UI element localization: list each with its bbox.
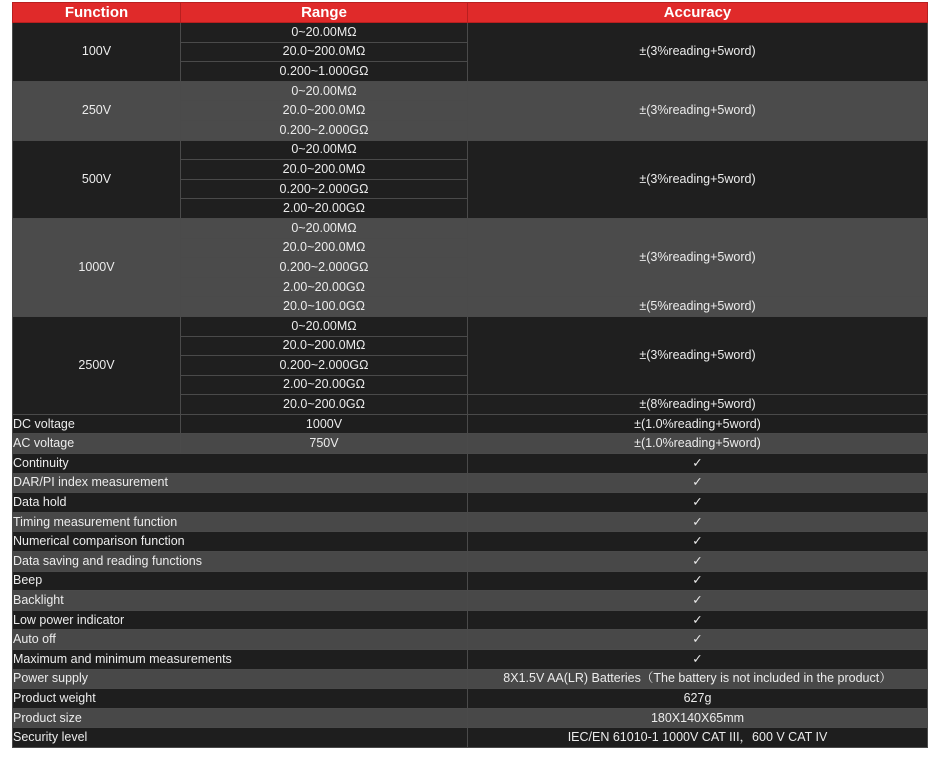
feature-value-cell: ✓	[468, 650, 928, 670]
feature-value-cell: ✓	[468, 571, 928, 591]
test-voltage-cell: 1000V	[13, 218, 181, 316]
range-cell: 0.200~2.000GΩ	[181, 258, 468, 278]
range-cell: 0~20.00MΩ	[181, 81, 468, 101]
range-cell: 20.0~100.0GΩ	[181, 297, 468, 317]
range-cell: 2.00~20.00GΩ	[181, 199, 468, 219]
range-cell: 0~20.00MΩ	[181, 316, 468, 336]
feature-name-cell: Power supply	[13, 669, 468, 689]
feature-row	[13, 591, 928, 611]
spec-table	[12, 2, 928, 748]
header-range: Range	[181, 3, 468, 23]
feature-row	[13, 571, 928, 591]
feature-row	[13, 689, 928, 709]
feature-name-cell: Beep	[13, 571, 468, 591]
test-voltage-cell: 2500V	[13, 316, 181, 414]
voltage-row	[13, 434, 928, 454]
feature-name-cell: Maximum and minimum measurements	[13, 650, 468, 670]
range-cell: 20.0~200.0MΩ	[181, 238, 468, 258]
range-cell: 2.00~20.00GΩ	[181, 277, 468, 297]
feature-value-cell: ✓	[468, 454, 928, 474]
range-cell: 0~20.00MΩ	[181, 218, 468, 238]
range-cell: 0~20.00MΩ	[181, 140, 468, 160]
feature-name-cell: Numerical comparison function	[13, 532, 468, 552]
feature-name-cell: Data hold	[13, 493, 468, 513]
accuracy-cell: ±(1.0%reading+5word)	[468, 414, 928, 434]
range-cell: 20.0~200.0MΩ	[181, 42, 468, 62]
insulation-row	[13, 81, 928, 101]
feature-name-cell: Data saving and reading functions	[13, 552, 468, 572]
feature-row	[13, 630, 928, 650]
feature-row	[13, 532, 928, 552]
feature-row	[13, 708, 928, 728]
feature-name-cell: DAR/PI index measurement	[13, 473, 468, 493]
range-cell: 0~20.00MΩ	[181, 23, 468, 43]
range-cell: 20.0~200.0MΩ	[181, 160, 468, 180]
feature-value-cell: 180X140X65mm	[468, 708, 928, 728]
accuracy-cell: ±(3%reading+5word)	[468, 23, 928, 82]
feature-name-cell: Product size	[13, 708, 468, 728]
range-cell: 1000V	[181, 414, 468, 434]
feature-name-cell: Continuity	[13, 454, 468, 474]
feature-value-cell: ✓	[468, 512, 928, 532]
feature-row	[13, 512, 928, 532]
insulation-row	[13, 140, 928, 160]
feature-row	[13, 728, 928, 748]
insulation-row	[13, 218, 928, 238]
feature-value-cell: ✓	[468, 610, 928, 630]
header-function: Function	[13, 3, 181, 23]
function-cell: DC voltage	[13, 414, 181, 434]
range-cell: 0.200~2.000GΩ	[181, 179, 468, 199]
feature-name-cell: Low power indicator	[13, 610, 468, 630]
feature-row	[13, 669, 928, 689]
insulation-row	[13, 23, 928, 43]
accuracy-cell: ±(5%reading+5word)	[468, 297, 928, 317]
feature-value-cell: ✓	[468, 473, 928, 493]
feature-value-cell: ✓	[468, 493, 928, 513]
feature-row	[13, 552, 928, 572]
table-body	[13, 23, 928, 748]
feature-row	[13, 650, 928, 670]
accuracy-cell: ±(3%reading+5word)	[468, 140, 928, 218]
accuracy-cell: ±(3%reading+5word)	[468, 218, 928, 296]
feature-name-cell: Product weight	[13, 689, 468, 709]
feature-row	[13, 473, 928, 493]
feature-row	[13, 493, 928, 513]
test-voltage-cell: 500V	[13, 140, 181, 218]
accuracy-cell: ±(3%reading+5word)	[468, 81, 928, 140]
feature-value-cell: ✓	[468, 552, 928, 572]
feature-value-cell: ✓	[468, 591, 928, 611]
feature-value-cell: IEC/EN 61010-1 1000V CAT III，600 V CAT IV	[468, 728, 928, 748]
accuracy-cell: ±(1.0%reading+5word)	[468, 434, 928, 454]
feature-name-cell: Auto off	[13, 630, 468, 650]
feature-value-cell: ✓	[468, 630, 928, 650]
test-voltage-cell: 250V	[13, 81, 181, 140]
voltage-row	[13, 414, 928, 434]
feature-row	[13, 610, 928, 630]
function-cell: AC voltage	[13, 434, 181, 454]
header-row	[13, 3, 928, 23]
range-cell: 0.200~1.000GΩ	[181, 62, 468, 82]
feature-row	[13, 454, 928, 474]
insulation-row	[13, 316, 928, 336]
test-voltage-cell: 100V	[13, 23, 181, 82]
feature-value-cell: 627g	[468, 689, 928, 709]
range-cell: 750V	[181, 434, 468, 454]
header-accuracy: Accuracy	[468, 3, 928, 23]
feature-value-cell: ✓	[468, 532, 928, 552]
accuracy-cell: ±(3%reading+5word)	[468, 316, 928, 394]
range-cell: 0.200~2.000GΩ	[181, 120, 468, 140]
feature-name-cell: Backlight	[13, 591, 468, 611]
feature-name-cell: Security level	[13, 728, 468, 748]
feature-name-cell: Timing measurement function	[13, 512, 468, 532]
range-cell: 0.200~2.000GΩ	[181, 356, 468, 376]
feature-value-cell: 8X1.5V AA(LR) Batteries（The battery is not included in the product）	[468, 669, 928, 689]
range-cell: 20.0~200.0MΩ	[181, 101, 468, 121]
range-cell: 20.0~200.0GΩ	[181, 395, 468, 415]
accuracy-cell: ±(8%reading+5word)	[468, 395, 928, 415]
range-cell: 20.0~200.0MΩ	[181, 336, 468, 356]
range-cell: 2.00~20.00GΩ	[181, 375, 468, 395]
